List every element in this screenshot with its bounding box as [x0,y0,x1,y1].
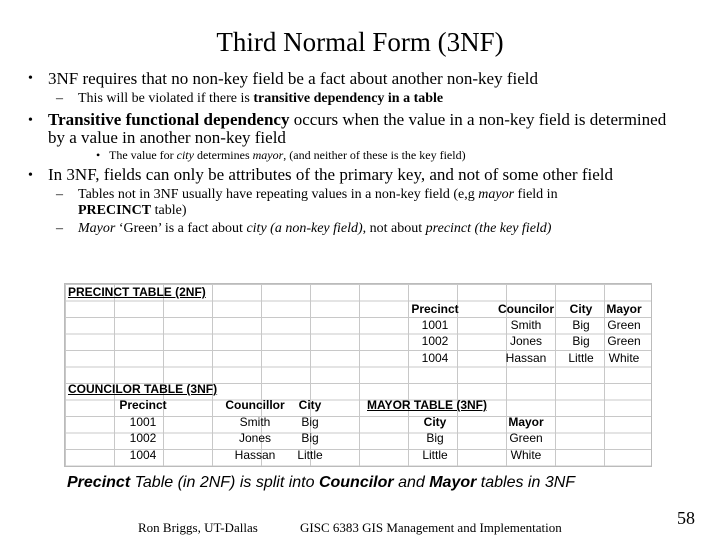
councilor-header-city: City [298,398,322,412]
table-cell: Little [568,351,594,365]
sub-3b-dash: – [56,221,63,236]
table-cell: 1001 [129,415,157,429]
bullet-1-text: 3NF requires that no non-key field be a fact about another non-key field [48,69,539,88]
councilor-header-councillor: Councillor [225,398,285,412]
table-cell: Big [301,431,319,445]
bullet-2-line-2: by a value in another non-key field [48,128,286,147]
table-cell: Green [509,431,543,445]
sub-1-text: This will be violated if there is transitive dependency in a table [78,91,444,106]
sub-3b-text: Mayor ‘Green’ is a fact about city (a non-key field), not about precinct (the key field) [78,221,552,236]
mayor-table-title: MAYOR TABLE (3NF) [367,398,487,412]
table-cell: Smith [239,415,271,429]
table-cell: White [510,448,542,462]
precinct-table-title: PRECINCT TABLE (2NF) [68,285,206,299]
table-cell: Jones [509,334,543,348]
bullet-3-text: In 3NF, fields can only be attributes of the primary key, and not of some other field [48,165,614,184]
table-cell: White [608,351,640,365]
table-cell: 1001 [421,318,449,332]
slide-title: Third Normal Form (3NF) [216,27,504,57]
table-cell: Big [426,431,444,445]
table-cell: Green [607,334,641,348]
table-cell: Hassan [505,351,547,365]
sub-1-dash: – [56,91,63,106]
table-cell: Green [607,318,641,332]
table-cell: Little [422,448,448,462]
spreadsheet-grid [64,283,652,467]
table-cell: Little [297,448,323,462]
table-cell: 1004 [129,448,157,462]
bullet-3-marker: • [28,168,33,183]
mayor-header-city: City [423,415,447,429]
table-cell: Hassan [234,448,276,462]
table-cell: Jones [238,431,272,445]
sub-3a-line-2: PRECINCT table) [78,203,187,218]
precinct-header-precinct: Precinct [411,302,459,316]
table-cell: 1002 [421,334,449,348]
table-cell: 1002 [129,431,157,445]
councilor-header-precinct: Precinct [119,398,167,412]
bullet-1-marker: • [28,71,33,86]
sub-3a-dash: – [56,187,63,202]
mayor-header-mayor: Mayor [508,415,544,429]
precinct-header-councilor: Councilor [498,302,554,316]
sub-2-bullet: • [96,148,101,162]
table-cell: 1004 [421,351,449,365]
tables-caption: Precinct Table (in 2NF) is split into Councilor and Mayor tables in 3NF [67,474,576,491]
councilor-table-title: COUNCILOR TABLE (3NF) [68,382,218,396]
precinct-header-mayor: Mayor [606,302,642,316]
table-cell: Big [301,415,319,429]
table-cell: Smith [510,318,542,332]
table-cell: Big [572,334,590,348]
footer-course: GISC 6383 GIS Management and Implementation [300,520,562,535]
bullet-2-line-1: Transitive functional dependency occurs when the value in a non-key field is determined [48,110,667,129]
page-number: 58 [677,508,695,528]
table-cell: Big [572,318,590,332]
footer-author: Ron Briggs, UT-Dallas [138,520,258,535]
sub-3a-line-1: Tables not in 3NF usually have repeating values in a non-key field (e,g mayor field in [78,187,558,202]
sub-2-text: The value for city determines mayor, (and neither of these is the key field) [109,148,466,162]
precinct-header-city: City [569,302,593,316]
bullet-2-marker: • [28,113,33,128]
